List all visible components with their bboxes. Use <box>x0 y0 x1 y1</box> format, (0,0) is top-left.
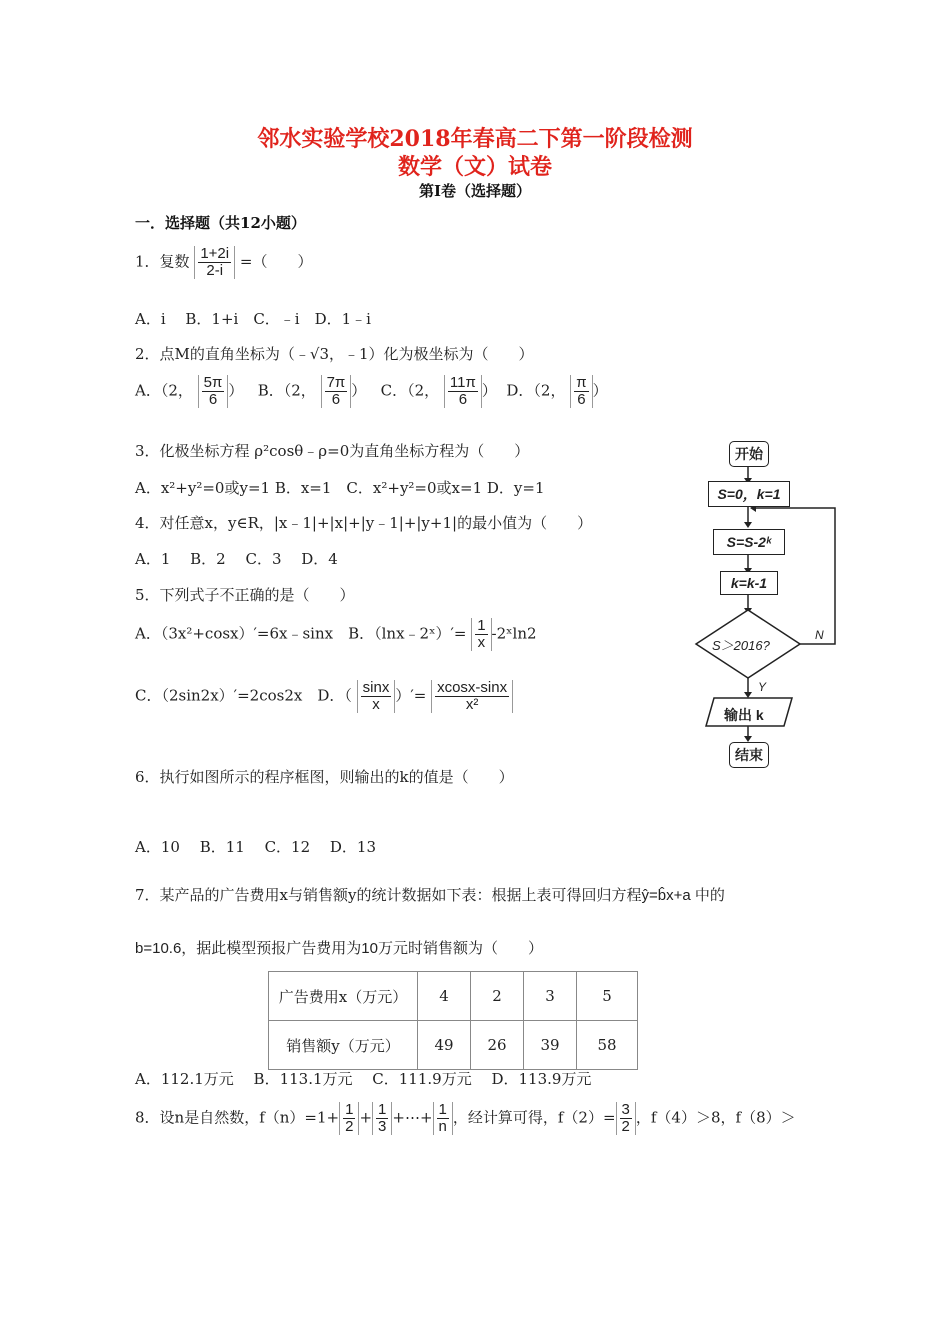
table-row <box>269 1021 638 1070</box>
q1-numerator: 1+2i <box>200 245 230 262</box>
q6-options: A．10 B．11 C．12 D．13 <box>135 838 377 856</box>
q2-option-b: B．（2， <box>257 381 316 400</box>
q2-fb-num: 7π <box>326 374 346 391</box>
table-cell: 39 <box>524 1021 577 1070</box>
q1-options: A．i B．1+i C．﹣i D．1﹣i <box>135 310 371 328</box>
q5-fraction-d2 <box>431 680 513 713</box>
title-line2: 数学（文）试卷 <box>397 154 552 180</box>
q5-fraction-d1 <box>357 680 396 713</box>
table-cell: 2 <box>471 972 524 1021</box>
flowchart-condition: S＞2016? <box>712 638 770 653</box>
q8-f3: 1 <box>438 1101 447 1118</box>
q8-d3: n <box>438 1117 447 1135</box>
q8-frac3 <box>433 1102 453 1135</box>
q5-d-den: x <box>372 695 380 713</box>
data-table <box>268 971 638 1070</box>
flowchart-assign: S=S-2ᵏ <box>713 529 785 555</box>
q8-prefix: 8．设n是自然数，f（n）=1+ <box>135 1108 340 1127</box>
q2-fa-num: 5π <box>203 374 223 391</box>
q5-d-mid: ）′= <box>395 686 427 705</box>
q2-fc-num: 11π <box>449 374 476 391</box>
q2-fraction-b <box>321 375 352 408</box>
q7-text: 7．某产品的广告费用x与销售额y的统计数据如下表：根据上表可得回归方程 <box>135 886 642 904</box>
table-row <box>269 972 638 1021</box>
table-cell: 49 <box>418 1021 471 1070</box>
volume-title: 第Ⅰ卷（选择题） <box>418 182 532 200</box>
q5-options-ab <box>135 618 537 651</box>
table-cell: 58 <box>577 1021 638 1070</box>
table-cell: 5 <box>577 972 638 1021</box>
q8-f1: 1 <box>345 1101 354 1118</box>
table-cell: 广告费用x（万元） <box>269 972 418 1021</box>
q5-d-num: sinx <box>362 679 390 696</box>
q8-d2: 3 <box>378 1117 387 1135</box>
q2-option-a: A．（2， <box>135 381 193 400</box>
q2-option-d: D．（2， <box>506 381 566 400</box>
q2-fraction-d <box>570 375 592 408</box>
question-3: 3．化极坐标方程 ρ²cosθ﹣ρ=0为直角坐标方程为（ ） <box>135 442 530 460</box>
q5-b-post: ln2 <box>512 624 537 643</box>
flowchart-increment: k=k-1 <box>720 571 778 595</box>
q8-post: ，经计算可得，f（2）= <box>452 1108 616 1127</box>
flowchart-end: 结束 <box>729 742 769 768</box>
section-heading: 一．选择题（共12小题） <box>135 214 306 232</box>
q8-frac2 <box>372 1102 392 1135</box>
question-7 <box>135 884 725 905</box>
q5-options-cd <box>135 680 513 713</box>
q2-options <box>135 375 608 408</box>
question-8: 8．设n是自然数，f（n）=1+ $\frac{1}{2}$ + $\frac{1}{3}$ +⋯+ $\frac{1}{n}$ ，经计算可得，f（2）= $\frac{3}{2}$ ，f（4）＞8，f（8）＞ <box>135 1101 796 1135</box>
q2-close-b: ） <box>351 381 367 400</box>
q1-fraction <box>194 246 235 279</box>
q7-options: A．112.1万元 B．113.1万元 C．111.9万元 D．113.9万元 <box>135 1070 592 1088</box>
flowchart-init: S=0，k=1 <box>708 481 790 507</box>
q5-option-a-b: A．（3x²+cosx）′=6x﹣sinx B．（lnx﹣2ˣ）′= <box>135 624 467 643</box>
q8-frac1 <box>339 1102 359 1135</box>
q2-fd-den: 6 <box>577 390 586 408</box>
q8-f2: 1 <box>378 1101 387 1118</box>
q5-d-den2: x² <box>465 695 479 713</box>
table-cell: 销售额y（万元） <box>269 1021 418 1070</box>
question-6: 6．执行如图所示的程序框图，则输出的k的值是（ ） <box>135 768 514 786</box>
title-line1: 邻水实验学校2018年春高二下第一阶段检测 <box>257 126 693 152</box>
q4-options: A．1 B．2 C．3 D．4 <box>135 550 338 568</box>
q1-denominator: 2-i <box>206 261 224 279</box>
q5-b-num: 1 <box>477 617 486 634</box>
flowchart-start: 开始 <box>729 441 769 467</box>
table-cell: 26 <box>471 1021 524 1070</box>
q1-suffix: =（ ） <box>239 252 313 271</box>
q2-fraction-a <box>198 375 229 408</box>
q2-close-a: ） <box>228 381 244 400</box>
q5-b-tail: -2ˣ <box>491 624 513 643</box>
q2-close-c: ） <box>481 381 497 400</box>
q8-f4: 3 <box>621 1101 630 1118</box>
q3-options: A．x²+y²=0或y=1 B．x=1 C．x²+y²=0或x=1 D．y=1 <box>135 479 545 497</box>
q8-d4: 2 <box>621 1117 630 1135</box>
question-2: 2．点M的直角坐标为（﹣√3，﹣1）化为极坐标为（ ） <box>135 345 534 363</box>
q2-close-d: ） <box>592 381 608 400</box>
q1-prefix: 1．复数 <box>135 252 190 271</box>
question-4: 4．对任意x，y∈R，|x﹣1|+|x|+|y﹣1|+|y+1|的最小值为（ ） <box>135 514 593 532</box>
q5-b-den: x <box>477 633 486 651</box>
q2-option-c: C．（2， <box>380 381 440 400</box>
q7-line2: b=10.6，据此模型预报广告费用为10万元时销售额为（ ） <box>135 940 543 957</box>
flowchart-yes-label: Y <box>758 680 767 694</box>
q8-frac4 <box>616 1102 636 1135</box>
q2-fc-den: 6 <box>458 390 468 408</box>
q7-equation: ŷ=b̂x+a 中的 <box>641 887 725 904</box>
table-cell: 4 <box>418 972 471 1021</box>
flowchart-no-label: N <box>815 628 824 642</box>
q5-fraction-b <box>471 618 491 651</box>
q2-fd-num: π <box>576 374 587 391</box>
question-1 <box>135 246 312 279</box>
q8-tail: ，f（4）＞8，f（8）＞ <box>635 1108 796 1127</box>
q8-d1: 2 <box>345 1117 354 1135</box>
q2-fraction-c <box>444 375 482 408</box>
q8-mid: +⋯+ <box>392 1108 433 1127</box>
q5-d-num2: xcosx-sinx <box>437 679 508 696</box>
flowchart-output: 输出 k <box>724 707 764 723</box>
table-cell: 3 <box>524 972 577 1021</box>
question-5: 5．下列式子不正确的是（ ） <box>135 586 355 604</box>
q2-fb-den: 6 <box>331 390 341 408</box>
q2-fa-den: 6 <box>208 390 218 408</box>
q5-option-c-d: C．（2sin2x）′=2cos2x D．（ <box>135 686 352 705</box>
